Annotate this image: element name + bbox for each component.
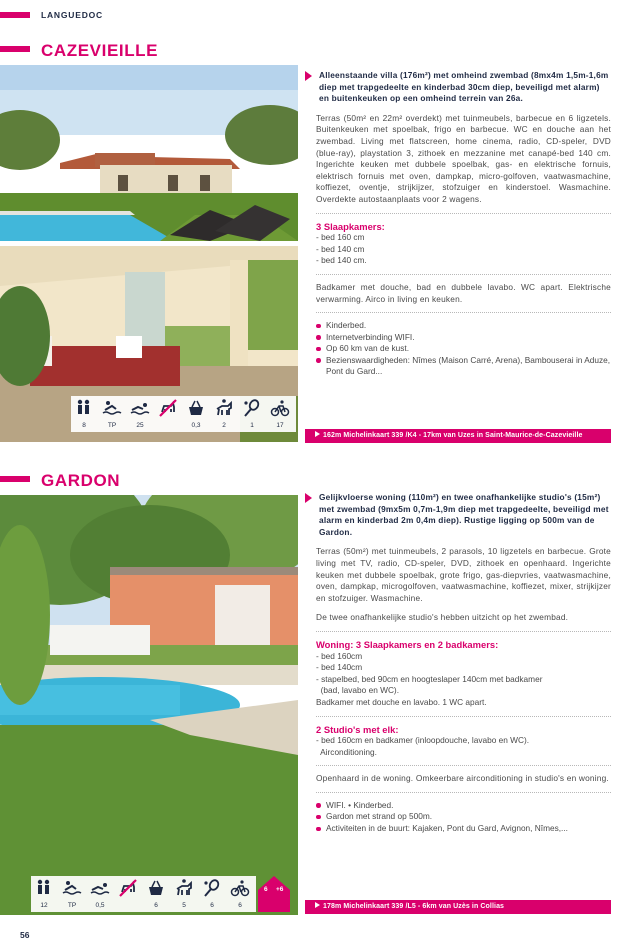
divider <box>316 716 611 717</box>
swimming-icon <box>90 878 110 898</box>
amenity-pets <box>116 876 140 912</box>
bullet-triangle-icon <box>305 71 312 81</box>
footer-triangle-icon <box>315 902 320 908</box>
amenity-tennis: 1 <box>240 396 264 432</box>
gardon-pool-photo <box>0 495 298 915</box>
list-item: Gardon met strand op 500m. <box>316 811 611 823</box>
listing1-bedrooms-heading: 3 Slaapkamers: <box>316 220 385 232</box>
listing1-lead: Alleenstaande villa (176m²) met omheind zwembad (8mx4m 1,5m-1,6m diep met trapgedeelte en kinderbad 30cm diep, beveiligd met alarm) en buitenkeuken op een omheind terrein van 26a. <box>305 70 611 105</box>
divider <box>316 792 611 793</box>
amenities-bar <box>71 396 296 432</box>
listing2-text-column <box>305 492 611 835</box>
listing-title: CAZEVIEILLE <box>41 41 159 60</box>
amenity-pets <box>156 396 180 432</box>
page-number: 56 <box>20 930 30 940</box>
horse-riding-icon <box>174 878 194 898</box>
cycling-icon <box>230 878 250 898</box>
title-accent-bar <box>0 476 30 482</box>
swimming-pool-icon <box>102 398 122 418</box>
amenity-cycling: 6 <box>228 876 252 912</box>
listing1-text-column <box>305 70 611 378</box>
villa-exterior-photo <box>0 65 298 241</box>
amenity-cycling: 17 <box>268 396 292 432</box>
divider <box>316 274 611 275</box>
list-item: Op 60 km van de kust. <box>316 343 611 355</box>
amenity-pool: TP <box>100 396 124 432</box>
title-accent-bar <box>0 46 30 52</box>
amenity-swimming: 0,5 <box>88 876 112 912</box>
divider <box>316 213 611 214</box>
region-label: LANGUEDOC <box>41 10 103 20</box>
amenity-horse-riding: 2 <box>212 396 236 432</box>
divider <box>316 312 611 313</box>
listing2-bullets <box>305 800 611 835</box>
capacity-badge: 6 +6 <box>258 876 290 912</box>
amenity-persons: 8 <box>72 396 96 432</box>
persons-icon <box>34 878 54 898</box>
shopping-icon <box>146 878 166 898</box>
divider <box>316 631 611 632</box>
footer-triangle-icon <box>315 431 320 437</box>
shopping-icon <box>186 398 206 418</box>
amenity-pool: TP <box>60 876 84 912</box>
listing1-description: Terras (50m² en 22m² overdekt) met tuinmeubels, barbecue en 6 ligzetels. Buitenkeuken met spoelbak, frigo en barbecue. WC en douche aan het zwembad. Living met flatscreen, home cinema, radio, CD-speler, DVD (blue-ray), playstation 3, zithoek en mezzanine met canapé-bed 140 cm. Ingerichte keuken met dubbele spoelbak, gas- en elektrische fornuis, elektrisch fornuis met oven, dampkap, micro-golfoven, vaatwasmachine, koffiezet, oventje, strijkijzer, stofzuiger en kinderstoel. Wasmachine. Overdekte autostaanplaats voor 2 wagens. <box>316 112 611 204</box>
listing2-studio-lines: - bed 160cm en badkamer (inloopdouche, lavabo en WC). Airconditioning. <box>316 735 530 757</box>
amenity-swimming: 25 <box>128 396 152 432</box>
amenity-persons: 12 <box>32 876 56 912</box>
list-item: Bezienswaardigheden: Nîmes (Maison Carré, Arena), Bambouserai in Aduze, Pont du Gard... <box>316 355 611 378</box>
listing2-studio-heading: 2 Studio's met elk: <box>316 723 399 735</box>
amenity-shopping: 0,3 <box>184 396 208 432</box>
divider <box>316 765 611 766</box>
swimming-pool-icon <box>62 878 82 898</box>
no-pets-icon <box>118 878 138 898</box>
list-item: Kinderbed. <box>316 320 611 332</box>
tennis-icon <box>202 878 222 898</box>
header-accent-bar <box>0 12 30 18</box>
amenity-horse-riding: 5 <box>172 876 196 912</box>
list-item: Internetverbinding WIFI. <box>316 332 611 344</box>
cycling-icon <box>270 398 290 418</box>
listing1-bath-text: Badkamer met douche, bad en dubbele lavabo. WC apart. Elektrische verwarming. Airco in living en keuken. <box>316 281 611 304</box>
amenity-tennis: 6 <box>200 876 224 912</box>
bullet-triangle-icon <box>305 493 312 503</box>
amenity-shopping: 6 <box>144 876 168 912</box>
listing2-studios-view: De twee onafhankelijke studio's hebben uitzicht op het zwembad. <box>316 612 569 623</box>
listing2-house-heading: Woning: 3 Slaapkamers en 2 badkamers: <box>316 638 499 650</box>
persons-icon <box>74 398 94 418</box>
listing2-description: Terras (50m²) met tuinmeubels, 2 parasols, 10 ligzetels en barbecue. Grote living met TV, radio, CD-speler, DVD, zithoek en openhaard. Ingerichte keuken met dubbele spoelbak, grote frigo, gas-diepvries, vaatwasmachine, oven, dampkap, microgolfoven, vaatwasmachine, koffiezet, mixer, strijkijzer en stofzuiger. Wasmachine. <box>316 546 611 603</box>
listing2-location-footer: 178m Michelinkaart 339 /L5 - 6km van Uzès in Collias <box>305 900 611 914</box>
listing2-house-lines: - bed 160cm - bed 140cm - stapelbed, bed 90cm en hoogteslaper 140cm met badkamer (bad, lavabo en WC). Badkamer met douche en lavabo. 1 WC apart. <box>316 650 543 707</box>
swimming-icon <box>130 398 150 418</box>
listing1-bedrooms: - bed 160 cm - bed 140 cm - bed 140 cm. <box>316 232 367 266</box>
listing-title: GARDON <box>41 471 121 490</box>
horse-riding-icon <box>214 398 234 418</box>
list-item: WIFI. • Kinderbed. <box>316 800 611 812</box>
tennis-icon <box>242 398 262 418</box>
amenities-bar <box>31 876 256 912</box>
listing2-lead: Gelijkvloerse woning (110m²) en twee onafhankelijke studio's (15m²) met zwembad (9mx5m 0,7m-1,9m diep met trapgedeelte, beveiligd met alarm en kinderbad 2m 0,4m diep). Rustige ligging op 500m van de Gardon. <box>305 492 611 538</box>
no-pets-icon <box>158 398 178 418</box>
list-item: Activiteiten in de buurt: Kajaken, Pont du Gard, Avignon, Nîmes,... <box>316 823 611 835</box>
listing2-extra-text: Openhaard in de woning. Omkeerbare airconditioning in studio's en woning. <box>316 773 609 784</box>
listing1-bullets <box>305 320 611 378</box>
listing1-location-footer: 162m Michelinkaart 339 /K4 - 17km van Uzes in Saint-Maurice-de-Cazevieille <box>305 429 611 443</box>
